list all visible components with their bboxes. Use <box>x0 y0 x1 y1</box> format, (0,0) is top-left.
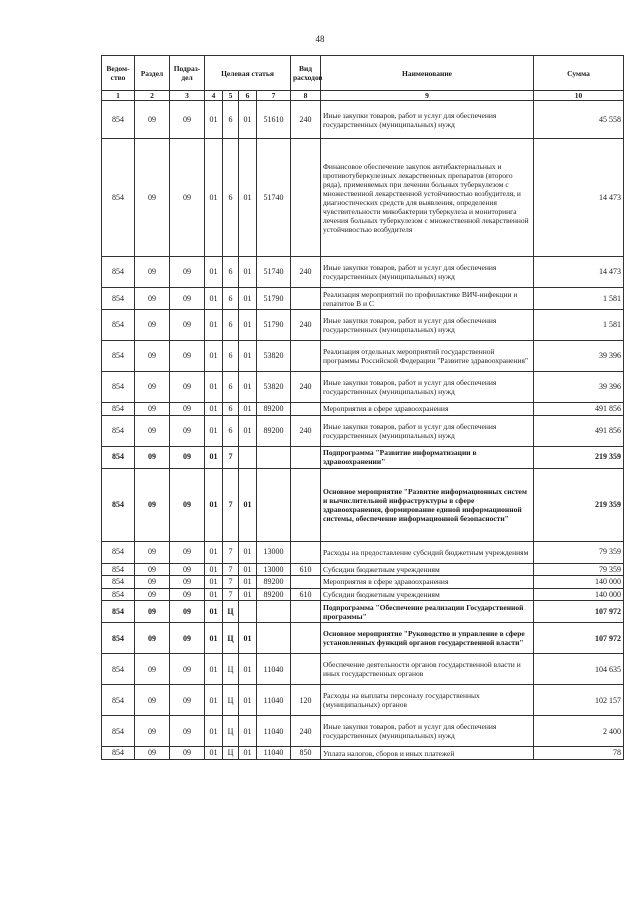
target-code-4: 11040 <box>257 747 291 760</box>
target-code-4 <box>257 623 291 654</box>
razdel-cell: 09 <box>135 601 170 623</box>
podrazdel-cell: 09 <box>170 403 205 416</box>
expense-type-cell: 240 <box>291 101 321 139</box>
razdel-cell: 09 <box>135 288 170 310</box>
target-code-2: 7 <box>223 576 239 589</box>
ved-cell: 854 <box>102 139 135 257</box>
podrazdel-cell: 09 <box>170 576 205 589</box>
razdel-cell: 09 <box>135 310 170 341</box>
ved-cell: 854 <box>102 310 135 341</box>
ved-cell: 854 <box>102 601 135 623</box>
target-code-1: 01 <box>205 654 223 685</box>
page-number: 48 <box>315 34 325 44</box>
razdel-cell: 09 <box>135 101 170 139</box>
target-code-1: 01 <box>205 288 223 310</box>
target-code-2: 7 <box>223 468 239 541</box>
expense-type-cell <box>291 446 321 468</box>
target-code-1: 01 <box>205 101 223 139</box>
target-code-3: 01 <box>239 588 257 601</box>
target-code-1: 01 <box>205 372 223 403</box>
table-row <box>102 576 624 589</box>
target-code-1: 01 <box>205 576 223 589</box>
podrazdel-cell: 09 <box>170 372 205 403</box>
ved-cell: 854 <box>102 716 135 747</box>
item-name-cell: Реализация мероприятий по профилактике ВИЧ-инфекции и гепатитов В и С <box>321 288 534 310</box>
razdel-cell: 09 <box>135 257 170 288</box>
ved-cell: 854 <box>102 288 135 310</box>
target-code-4: 89200 <box>257 588 291 601</box>
table-row <box>102 415 624 446</box>
expense-type-cell <box>291 139 321 257</box>
razdel-cell: 09 <box>135 716 170 747</box>
table-row <box>102 716 624 747</box>
ved-cell: 854 <box>102 623 135 654</box>
ved-cell: 854 <box>102 101 135 139</box>
target-code-3: 01 <box>239 403 257 416</box>
target-code-4: 13000 <box>257 563 291 576</box>
amount-cell: 14 473 <box>534 257 624 288</box>
target-code-3: 01 <box>239 139 257 257</box>
podrazdel-cell: 09 <box>170 601 205 623</box>
ved-cell: 854 <box>102 541 135 563</box>
podrazdel-cell: 09 <box>170 468 205 541</box>
target-code-1: 01 <box>205 403 223 416</box>
ved-cell: 854 <box>102 576 135 589</box>
amount-cell: 102 157 <box>534 685 624 716</box>
header-name: Наименование <box>321 56 534 91</box>
amount-cell: 140 000 <box>534 588 624 601</box>
razdel-cell: 09 <box>135 446 170 468</box>
amount-cell: 39 396 <box>534 372 624 403</box>
razdel-cell: 09 <box>135 563 170 576</box>
table-row <box>102 139 624 257</box>
item-name-cell: Финансовое обеспечение закупок антибактериальных и противотуберкулезных лекарственных препаратов (второго ряда), применяемых при лечении больных туберкулезом с множественной лекарственной устойчивостью возбудителя, и диагностических средств для выявления, определения чувствительности микобактерии туберкулеза и мониторинга лечения больных туберкулезом с множественной лекарственной устойчивостью возбудителя <box>321 139 534 257</box>
target-code-4 <box>257 601 291 623</box>
podrazdel-cell: 09 <box>170 139 205 257</box>
podrazdel-cell: 09 <box>170 654 205 685</box>
header-target: Целевая статья <box>205 56 291 91</box>
table-row <box>102 588 624 601</box>
target-code-3: 01 <box>239 341 257 372</box>
table-row <box>102 685 624 716</box>
item-name-cell: Иные закупки товаров, работ и услуг для обеспечения государственных (муниципальных) нужд <box>321 372 534 403</box>
expense-type-cell: 240 <box>291 716 321 747</box>
item-name-cell: Реализация отдельных мероприятий государственной программы Российской Федерации "Развитие здравоохранения" <box>321 341 534 372</box>
item-name-cell: Мероприятия в сфере здравоохранения <box>321 403 534 416</box>
target-code-3: 01 <box>239 415 257 446</box>
ved-cell: 854 <box>102 403 135 416</box>
razdel-cell: 09 <box>135 139 170 257</box>
item-name-cell: Субсидии бюджетным учреждениям <box>321 563 534 576</box>
target-code-4: 13000 <box>257 541 291 563</box>
target-code-3: 01 <box>239 541 257 563</box>
target-code-3: 01 <box>239 654 257 685</box>
target-code-3: 01 <box>239 576 257 589</box>
table-row <box>102 101 624 139</box>
header-row <box>102 56 624 91</box>
podrazdel-cell: 09 <box>170 257 205 288</box>
target-code-4: 89200 <box>257 576 291 589</box>
table-row <box>102 468 624 541</box>
target-code-4: 11040 <box>257 654 291 685</box>
target-code-3: 01 <box>239 563 257 576</box>
target-code-3: 01 <box>239 623 257 654</box>
podrazdel-cell: 09 <box>170 563 205 576</box>
table-row <box>102 747 624 760</box>
col-num: 10 <box>534 91 624 101</box>
amount-cell: 79 359 <box>534 563 624 576</box>
item-name-cell: Иные закупки товаров, работ и услуг для обеспечения государственных (муниципальных) нужд <box>321 415 534 446</box>
target-code-1: 01 <box>205 139 223 257</box>
target-code-2: 6 <box>223 139 239 257</box>
target-code-2: 6 <box>223 101 239 139</box>
col-num: 4 <box>205 91 223 101</box>
target-code-1: 01 <box>205 310 223 341</box>
header-razdel: Раздел <box>135 56 170 91</box>
item-name-cell: Расходы на предоставление субсидий бюджетным учреждениям <box>321 541 534 563</box>
amount-cell: 219 359 <box>534 446 624 468</box>
target-code-2: Ц <box>223 654 239 685</box>
item-name-cell: Подпрограмма "Развитие информатизации в здравоохранении" <box>321 446 534 468</box>
amount-cell: 14 473 <box>534 139 624 257</box>
target-code-4: 51740 <box>257 257 291 288</box>
amount-cell: 219 359 <box>534 468 624 541</box>
target-code-2: 6 <box>223 310 239 341</box>
podrazdel-cell: 09 <box>170 685 205 716</box>
target-code-3 <box>239 446 257 468</box>
podrazdel-cell: 09 <box>170 101 205 139</box>
razdel-cell: 09 <box>135 541 170 563</box>
podrazdel-cell: 09 <box>170 716 205 747</box>
target-code-1: 01 <box>205 415 223 446</box>
table-row <box>102 310 624 341</box>
expense-type-cell: 610 <box>291 563 321 576</box>
header-vid: Вид расходов <box>291 56 321 91</box>
amount-cell: 78 <box>534 747 624 760</box>
ved-cell: 854 <box>102 341 135 372</box>
table-row <box>102 446 624 468</box>
table-row <box>102 654 624 685</box>
amount-cell: 1 581 <box>534 288 624 310</box>
amount-cell: 2 400 <box>534 716 624 747</box>
target-code-2: Ц <box>223 685 239 716</box>
table-row <box>102 403 624 416</box>
target-code-3: 01 <box>239 372 257 403</box>
target-code-3: 01 <box>239 747 257 760</box>
target-code-4: 89200 <box>257 415 291 446</box>
podrazdel-cell: 09 <box>170 588 205 601</box>
amount-cell: 39 396 <box>534 341 624 372</box>
razdel-cell: 09 <box>135 588 170 601</box>
expense-type-cell <box>291 341 321 372</box>
expense-type-cell: 240 <box>291 310 321 341</box>
item-name-cell: Подпрограмма "Обеспечение реализации Государственной программы" <box>321 601 534 623</box>
podrazdel-cell: 09 <box>170 288 205 310</box>
table-row <box>102 372 624 403</box>
item-name-cell: Уплата налогов, сборов и иных платежей <box>321 747 534 760</box>
podrazdel-cell: 09 <box>170 623 205 654</box>
target-code-1: 01 <box>205 623 223 654</box>
target-code-4: 51790 <box>257 288 291 310</box>
table-row <box>102 563 624 576</box>
ved-cell: 854 <box>102 563 135 576</box>
table-row <box>102 541 624 563</box>
target-code-4: 11040 <box>257 685 291 716</box>
budget-table <box>101 55 624 760</box>
expense-type-cell: 240 <box>291 415 321 446</box>
expense-type-cell <box>291 403 321 416</box>
target-code-3: 01 <box>239 310 257 341</box>
target-code-3: 01 <box>239 716 257 747</box>
header-sum: Сумма <box>534 56 624 91</box>
target-code-2: 6 <box>223 372 239 403</box>
podrazdel-cell: 09 <box>170 341 205 372</box>
target-code-1: 01 <box>205 601 223 623</box>
table-row <box>102 341 624 372</box>
razdel-cell: 09 <box>135 685 170 716</box>
amount-cell: 140 000 <box>534 576 624 589</box>
item-name-cell: Основное мероприятие "Развитие информационных систем и вычислительной инфраструктуры в сфере здравоохранения, формирование единой информационной системы, обеспечение информационной безопасности" <box>321 468 534 541</box>
expense-type-cell <box>291 654 321 685</box>
item-name-cell: Иные закупки товаров, работ и услуг для обеспечения государственных (муниципальных) нужд <box>321 101 534 139</box>
expense-type-cell <box>291 601 321 623</box>
expense-type-cell <box>291 576 321 589</box>
target-code-2: 6 <box>223 403 239 416</box>
razdel-cell: 09 <box>135 576 170 589</box>
amount-cell: 107 972 <box>534 601 624 623</box>
podrazdel-cell: 09 <box>170 415 205 446</box>
table-row <box>102 601 624 623</box>
expense-type-cell <box>291 288 321 310</box>
target-code-2: 7 <box>223 563 239 576</box>
expense-type-cell <box>291 541 321 563</box>
expense-type-cell: 240 <box>291 372 321 403</box>
amount-cell: 491 856 <box>534 415 624 446</box>
ved-cell: 854 <box>102 468 135 541</box>
target-code-2: 7 <box>223 588 239 601</box>
target-code-1: 01 <box>205 588 223 601</box>
col-num: 5 <box>223 91 239 101</box>
item-name-cell: Иные закупки товаров, работ и услуг для обеспечения государственных (муниципальных) нужд <box>321 310 534 341</box>
ved-cell: 854 <box>102 257 135 288</box>
expense-type-cell <box>291 623 321 654</box>
target-code-1: 01 <box>205 685 223 716</box>
target-code-3: 01 <box>239 257 257 288</box>
target-code-2: 7 <box>223 446 239 468</box>
target-code-4: 53820 <box>257 372 291 403</box>
target-code-4: 53820 <box>257 341 291 372</box>
target-code-2: 6 <box>223 257 239 288</box>
razdel-cell: 09 <box>135 415 170 446</box>
item-name-cell: Обеспечение деятельности органов государственной власти и иных государственных органов <box>321 654 534 685</box>
target-code-1: 01 <box>205 341 223 372</box>
item-name-cell: Субсидии бюджетным учреждениям <box>321 588 534 601</box>
col-num: 3 <box>170 91 205 101</box>
target-code-4: 51790 <box>257 310 291 341</box>
ved-cell: 854 <box>102 415 135 446</box>
column-number-row <box>102 91 624 101</box>
target-code-2: Ц <box>223 747 239 760</box>
target-code-2: 6 <box>223 415 239 446</box>
target-code-4: 51740 <box>257 139 291 257</box>
target-code-1: 01 <box>205 446 223 468</box>
razdel-cell: 09 <box>135 372 170 403</box>
target-code-2: 6 <box>223 288 239 310</box>
ved-cell: 854 <box>102 372 135 403</box>
header-ved: Ведом-ство <box>102 56 135 91</box>
ved-cell: 854 <box>102 654 135 685</box>
target-code-4: 11040 <box>257 716 291 747</box>
target-code-2: Ц <box>223 601 239 623</box>
target-code-2: 7 <box>223 541 239 563</box>
target-code-3 <box>239 601 257 623</box>
target-code-1: 01 <box>205 563 223 576</box>
target-code-1: 01 <box>205 747 223 760</box>
amount-cell: 107 972 <box>534 623 624 654</box>
target-code-1: 01 <box>205 716 223 747</box>
item-name-cell: Основное мероприятие "Руководство и управление в сфере установленных функций органов государственной власти" <box>321 623 534 654</box>
col-num: 9 <box>321 91 534 101</box>
target-code-1: 01 <box>205 468 223 541</box>
expense-type-cell: 610 <box>291 588 321 601</box>
ved-cell: 854 <box>102 685 135 716</box>
target-code-3: 01 <box>239 101 257 139</box>
item-name-cell: Иные закупки товаров, работ и услуг для обеспечения государственных (муниципальных) нужд <box>321 716 534 747</box>
col-num: 7 <box>257 91 291 101</box>
podrazdel-cell: 09 <box>170 310 205 341</box>
item-name-cell: Мероприятия в сфере здравоохранения <box>321 576 534 589</box>
target-code-1: 01 <box>205 541 223 563</box>
razdel-cell: 09 <box>135 747 170 760</box>
expense-type-cell: 850 <box>291 747 321 760</box>
col-num: 6 <box>239 91 257 101</box>
target-code-2: Ц <box>223 623 239 654</box>
razdel-cell: 09 <box>135 403 170 416</box>
table-row <box>102 257 624 288</box>
target-code-4 <box>257 446 291 468</box>
amount-cell: 491 856 <box>534 403 624 416</box>
target-code-2: Ц <box>223 716 239 747</box>
target-code-1: 01 <box>205 257 223 288</box>
table-row <box>102 623 624 654</box>
target-code-3: 01 <box>239 468 257 541</box>
expense-type-cell <box>291 468 321 541</box>
amount-cell: 1 581 <box>534 310 624 341</box>
col-num: 1 <box>102 91 135 101</box>
podrazdel-cell: 09 <box>170 446 205 468</box>
amount-cell: 104 635 <box>534 654 624 685</box>
razdel-cell: 09 <box>135 654 170 685</box>
podrazdel-cell: 09 <box>170 541 205 563</box>
col-num: 8 <box>291 91 321 101</box>
target-code-3: 01 <box>239 288 257 310</box>
header-podrazdel: Подраз-дел <box>170 56 205 91</box>
target-code-4: 51610 <box>257 101 291 139</box>
expense-type-cell: 240 <box>291 257 321 288</box>
razdel-cell: 09 <box>135 468 170 541</box>
target-code-3: 01 <box>239 685 257 716</box>
razdel-cell: 09 <box>135 341 170 372</box>
item-name-cell: Расходы на выплаты персоналу государственных (муниципальных) органов <box>321 685 534 716</box>
ved-cell: 854 <box>102 588 135 601</box>
ved-cell: 854 <box>102 446 135 468</box>
target-code-4: 89200 <box>257 403 291 416</box>
item-name-cell: Иные закупки товаров, работ и услуг для обеспечения государственных (муниципальных) нужд <box>321 257 534 288</box>
amount-cell: 45 558 <box>534 101 624 139</box>
ved-cell: 854 <box>102 747 135 760</box>
amount-cell: 79 359 <box>534 541 624 563</box>
table-row <box>102 288 624 310</box>
expense-type-cell: 120 <box>291 685 321 716</box>
target-code-4 <box>257 468 291 541</box>
col-num: 2 <box>135 91 170 101</box>
podrazdel-cell: 09 <box>170 747 205 760</box>
razdel-cell: 09 <box>135 623 170 654</box>
target-code-2: 6 <box>223 341 239 372</box>
